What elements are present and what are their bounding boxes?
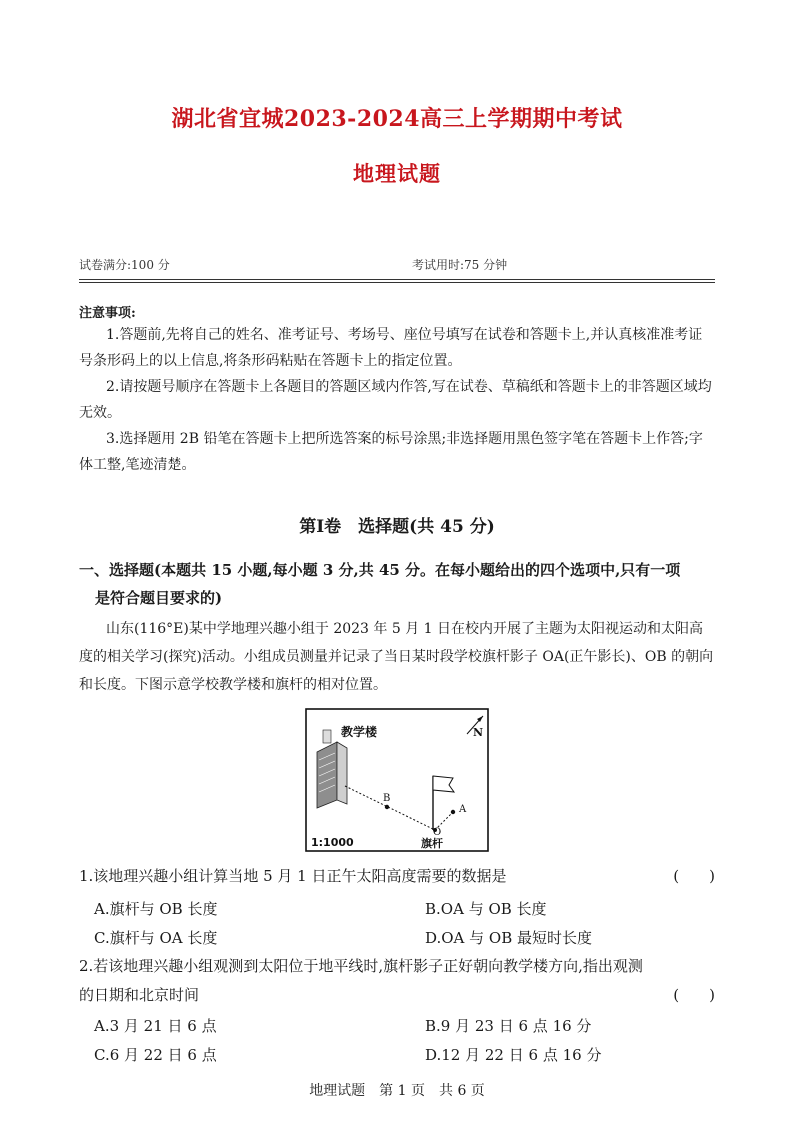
- notice-item-3: 3.选择题用 2B 铅笔在答题卡上把所选答案的标号涂黑;非选择题用黑色签字笔在答题卡上作答;字体工整,笔迹清楚。: [79, 431, 703, 473]
- section-instructions-line-1: 一、选择题(本题共 15 小题,每小题 3 分,共 45 分。在每小题给出的四个选项中,只有一项: [79, 561, 681, 579]
- point-b-marker: [385, 805, 389, 809]
- question-1-answer-blank: ( ): [673, 867, 715, 885]
- q2-option-d: D.12 月 22 日 6 点 16 分: [425, 1046, 602, 1064]
- section-instructions-line-2: 是符合题目要求的): [95, 589, 223, 607]
- question-2-answer-blank: ( ): [673, 986, 715, 1004]
- q1-option-a: A.旗杆与 OB 长度: [94, 900, 218, 918]
- header-divider-double: [79, 282, 715, 283]
- question-1-stem: 1.该地理兴趣小组计算当地 5 月 1 日正午太阳高度需要的数据是: [79, 867, 507, 885]
- question-2-stem-line-2-row: [79, 981, 715, 1010]
- school-map-figure: [305, 708, 489, 852]
- exam-title: 湖北省宜城2023-2024高三上学期期中考试: [171, 106, 623, 132]
- section-instructions: [79, 556, 715, 612]
- page-footer: 地理试题 第 1 页 共 6 页: [309, 1083, 485, 1099]
- point-o-label: O: [433, 827, 442, 838]
- point-a-label: A: [459, 804, 467, 815]
- q1-option-d: D.OA 与 OB 最短时长度: [425, 929, 593, 947]
- question-2: [79, 952, 715, 1010]
- point-a-marker: [451, 810, 455, 814]
- q2-option-a: A.3 月 21 日 6 点: [94, 1017, 217, 1035]
- q1-option-c: C.旗杆与 OA 长度: [94, 929, 218, 947]
- section-title: 第Ⅰ卷 选择题(共 45 分): [299, 517, 495, 537]
- north-label: N: [473, 726, 484, 739]
- exam-duration-text: 考试用时:75 分钟: [412, 258, 508, 272]
- flagpole-label: 旗杆: [421, 837, 443, 850]
- notice-item-1: 1.答题前,先将自己的姓名、准考证号、考场号、座位号填写在试卷和答题卡上,并认真核准准考证号条形码上的以上信息,将条形码粘贴在答题卡上的指定位置。: [79, 327, 703, 369]
- q2-option-c: C.6 月 22 日 6 点: [94, 1046, 217, 1064]
- question-2-stem-line-2: 的日期和北京时间: [79, 986, 200, 1004]
- q1-option-b: B.OA 与 OB 长度: [425, 900, 547, 918]
- exam-subtitle: 地理试题: [353, 161, 441, 186]
- notice-item-2: 2.请按题号顺序在答题卡上各题目的答题区域内作答,写在试卷、草稿纸和答题卡上的非答题区域均无效。: [79, 379, 712, 421]
- question-1: [79, 862, 715, 891]
- point-b-label: B: [383, 793, 391, 804]
- q2-option-b: B.9 月 23 日 6 点 16 分: [425, 1017, 592, 1035]
- map-scale: 1:1000: [311, 836, 354, 849]
- header-divider: [79, 279, 715, 280]
- question-context: 山东(116°E)某中学地理兴趣小组于 2023 年 5 月 1 日在校内开展了主题为太阳视运动和太阳高度的相关学习(探究)活动。小组成员测量并记录了当日某时段学校旗杆影子 OA(正午影长)、OB 的朝向和长度。下图示意学校教学楼和旗杆的相对位置。: [79, 621, 714, 693]
- notice-heading: 注意事项:: [79, 306, 136, 321]
- question-2-stem-line-1: 2.若该地理兴趣小组观测到太阳位于地平线时,旗杆影子正好朝向教学楼方向,指出观测: [79, 957, 643, 975]
- building-label: 教学楼: [341, 725, 378, 739]
- full-score-text: 试卷满分:100 分: [79, 258, 170, 272]
